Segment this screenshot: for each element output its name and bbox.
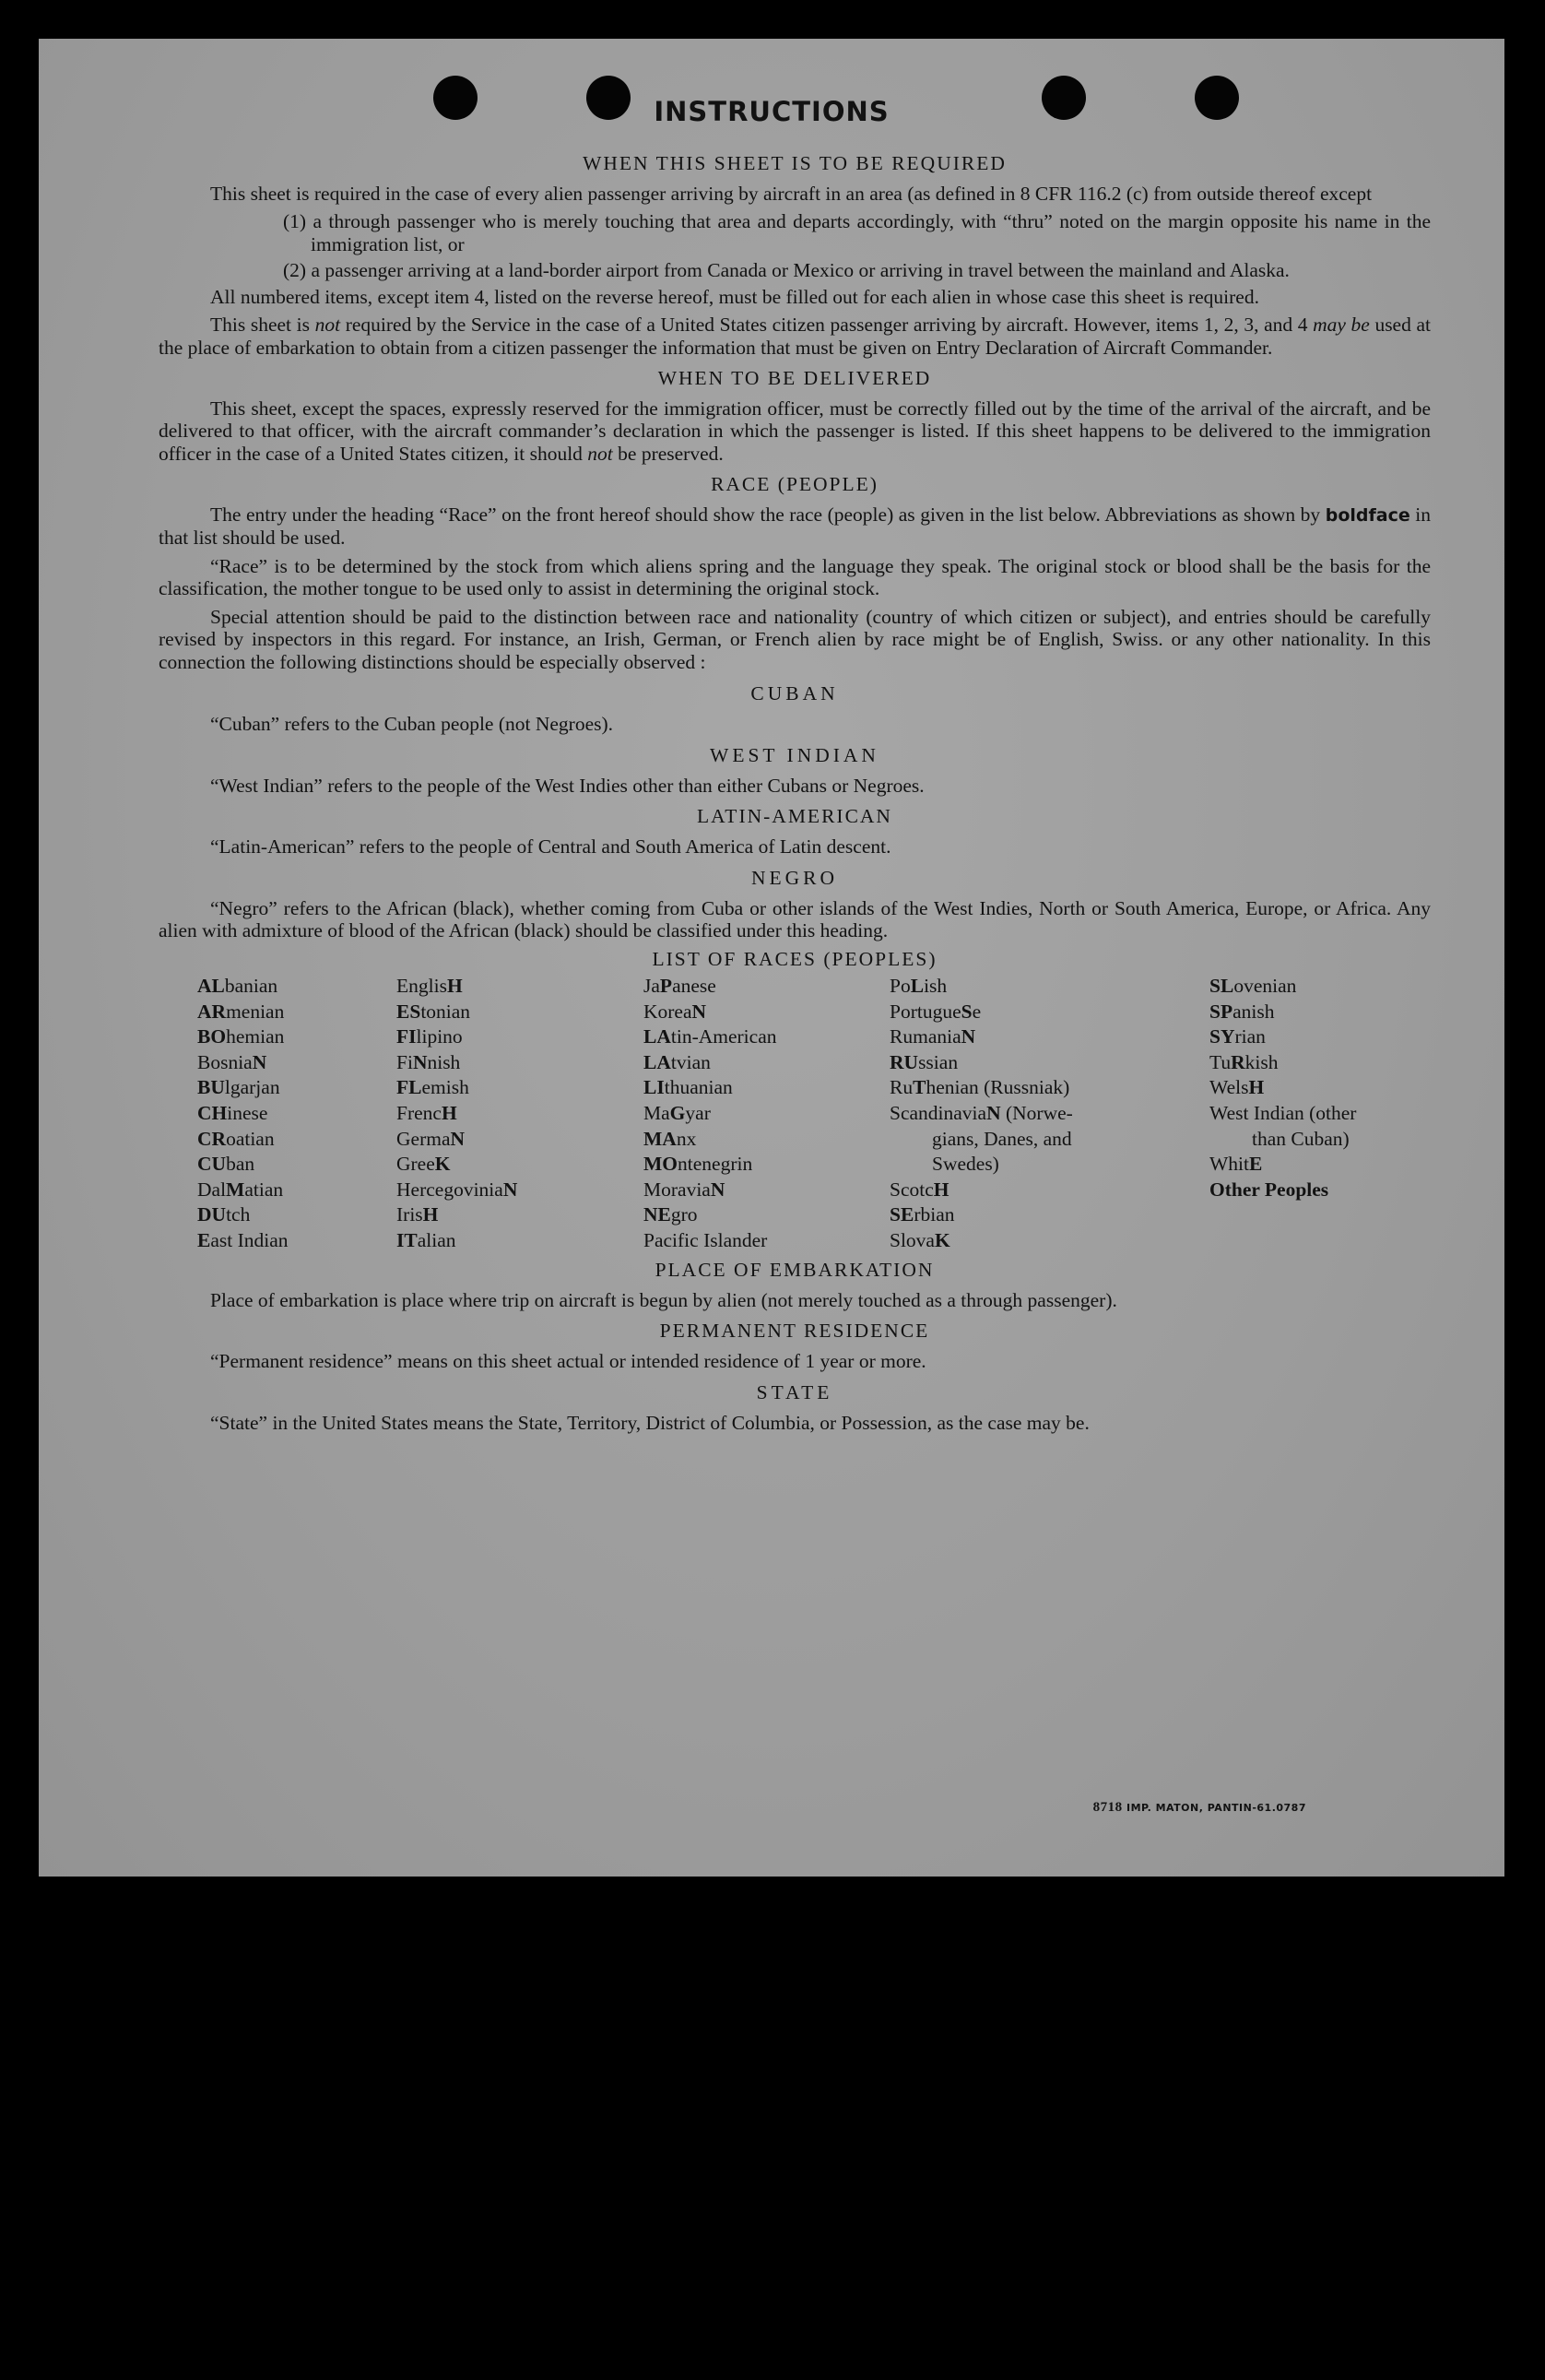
list-item: (2) a passenger arriving at a land-border airport from Canada or Mexico or arriving in travel between the mainland and Alaska. [283,259,1290,281]
race-entry: LAtin-American [643,1025,777,1048]
paragraph: Special attention should be paid to the distinction between race and nationality (country of which citizen or subject), and entries should be carefully revised by inspectors in this regard. For instance, an Irish, German, or French alien by race might be of English, Swiss. or any other nationality. In this connection the following distinctions should be especially observed : [159,605,1431,673]
race-entry: gians, Danes, and [932,1127,1072,1150]
race-entry: East Indian [197,1228,289,1251]
races-list [159,974,1431,1250]
race-entry: SErbian [890,1203,955,1226]
race-entry: Pacific Islander [643,1228,768,1251]
race-entry: FIlipino [396,1025,463,1048]
race-entry: CRoatian [197,1127,275,1150]
race-entry: BOhemian [197,1025,285,1048]
text-run: in that list should be used. [159,503,1431,549]
section-heading: LIST OF RACES (PEOPLES) [652,947,938,970]
race-entry: HercegoviniaN [396,1178,518,1201]
boldface-word: boldface [1325,504,1410,526]
race-entry: PortugueSe [890,1000,982,1023]
paragraph [159,397,1431,466]
paragraph [159,503,1431,550]
paragraph: This sheet is required in the case of every alien passenger arriving by aircraft in an area (as defined in 8 CFR 116.2 (c) from outside thereof except [210,182,1373,205]
race-entry: CHinese [197,1101,268,1124]
race-entry: DUtch [197,1203,251,1226]
race-entry: Swedes) [932,1153,999,1176]
section-heading: RACE (PEOPLE) [711,473,879,495]
section-heading: PLACE OF EMBARKATION [655,1259,935,1281]
race-entry: MOntenegrin [643,1153,753,1176]
race-entry: WelsH [1209,1076,1265,1099]
race-entry: FLemish [396,1076,469,1099]
paragraph: “Permanent residence” means on this sheet actual or intended residence of 1 year or more. [210,1349,926,1372]
section-heading: WEST INDIAN [710,744,879,766]
section-heading: CUBAN [750,682,839,705]
race-entry: PoLish [890,975,948,997]
paragraph: Place of embarkation is place where trip on aircraft is begun by alien (not merely touched as a through passenger). [210,1288,1117,1311]
section-heading: NEGRO [750,867,839,889]
paragraph: “Latin-American” refers to the people of Central and South America of Latin descent. [210,835,891,858]
race-entry: ScotcH [890,1178,949,1201]
race-entry: EStonian [396,1000,471,1023]
text-run: The entry under the heading “Race” on the front hereof should show the race (people) as given in the list below. Abbreviations as shown by [210,503,1326,526]
race-entry: GreeK [396,1153,451,1176]
race-entry: GermaN [396,1127,466,1150]
paragraph: “West Indian” refers to the people of the West Indies other than either Cubans or Negroes. [210,774,925,797]
races-column [197,974,289,1254]
page-title: INSTRUCTIONS [654,96,890,127]
race-entry: ALbanian [197,975,278,997]
race-entry: LAtvian [643,1050,711,1073]
race-entry: West Indian (other [1209,1101,1357,1124]
text-run: required by the Service in the case of a United States citizen passenger arriving by aircraft. However, items 1, 2, 3, and 4 [340,314,1314,336]
emphasis: not [314,314,341,336]
race-entry: ITalian [396,1228,456,1251]
paragraph: “Race” is to be determined by the stock from which aliens spring and the language they speak. The original stock or blood shall be the basis for the classification, the mother tongue to be used only to assist in determining the original stock. [159,554,1431,599]
race-entry: FrencH [396,1101,457,1124]
printer-mark: IMP. MATON, PANTIN-61.0787 [1126,1802,1306,1814]
race-entry: SLovenian [1209,975,1297,997]
emphasis: may be [1313,314,1370,336]
race-entry: SPanish [1209,1000,1275,1023]
section-heading: STATE [756,1381,833,1403]
instruction-sheet [39,39,1504,1877]
race-entry: BosniaN [197,1050,267,1073]
section-heading: WHEN TO BE DELIVERED [657,367,932,389]
section-heading: LATIN-AMERICAN [697,805,892,827]
race-entry: CUban [197,1153,255,1176]
race-entry: SYrian [1209,1025,1266,1048]
race-entry: JaPanese [643,975,716,997]
race-entry: DalMatian [197,1178,284,1201]
race-entry: EnglisH [396,975,463,997]
race-entry: RuThenian (Russniak) [890,1076,1070,1099]
form-footer [1093,1800,1306,1816]
race-entry: MAnx [643,1127,697,1150]
paragraph: All numbered items, except item 4, listed on the reverse hereof, must be filled out for each alien in whose case this sheet is required. [210,285,1259,308]
race-entry: than Cuban) [1252,1127,1350,1150]
paragraph [159,314,1431,359]
text-run: This sheet, except the spaces, expressly reserved for the immigration officer, must be correctly filled out by the time of the arrival of the aircraft, and be delivered to that officer, with the aircraft commander’s declaration in which the passenger is listed. If this sheet happens to be delivered to the immigration officer in the case of a United States citizen, it should [159,397,1431,465]
instructions-body [159,144,1431,1439]
list-item: (1) a through passenger who is merely touching that area and departs accordingly, with “thru” noted on the margin opposite his name in the immigration list, or [283,210,1431,255]
races-column [1209,974,1356,1202]
race-entry: MaGyar [643,1101,711,1124]
paragraph: “Cuban” refers to the Cuban people (not Negroes). [210,712,614,735]
paragraph: “State” in the United States means the State, Territory, District of Columbia, or Possession, as the case may be. [210,1411,1090,1434]
race-entry: MoraviaN [643,1178,725,1201]
section-heading: WHEN THIS SHEET IS TO BE REQUIRED [583,152,1007,174]
races-column [396,974,517,1254]
race-entry: BUlgarjan [197,1076,280,1099]
race-entry: KoreaN [643,1000,707,1023]
emphasis: not [587,442,613,465]
race-entry: RumaniaN [890,1025,976,1048]
paragraph: “Negro” refers to the African (black), whether coming from Cuba or other islands of the West Indies, North or South America, Europe, or Africa. Any alien with admixture of blood of the African (black) should be classified under this heading. [159,896,1431,941]
text-run: This sheet is [210,314,315,336]
race-entry: IrisH [396,1203,439,1226]
race-entry: LIthuanian [643,1076,733,1099]
races-column [643,974,777,1254]
race-entry: ScandinaviaN (Norwe- [890,1101,1073,1124]
race-entry: WhitE [1209,1153,1263,1176]
race-entry: SlovaK [890,1228,950,1251]
race-entry: ARmenian [197,1000,285,1023]
section-heading: PERMANENT RESIDENCE [659,1320,930,1342]
race-entry: NEgro [643,1203,698,1226]
race-entry: Other Peoples [1209,1178,1329,1201]
text-run: be preserved. [612,442,724,465]
race-entry: RUssian [890,1050,959,1073]
text-run: used at the place of embarkation to obtain from a citizen passenger the information that must be given on Entry Declaration of Aircraft Commander. [159,314,1431,359]
race-entry: TuRkish [1209,1050,1279,1073]
races-column [890,974,1073,1254]
form-number: 8718 [1092,1800,1123,1815]
race-entry: FiNnish [396,1050,461,1073]
